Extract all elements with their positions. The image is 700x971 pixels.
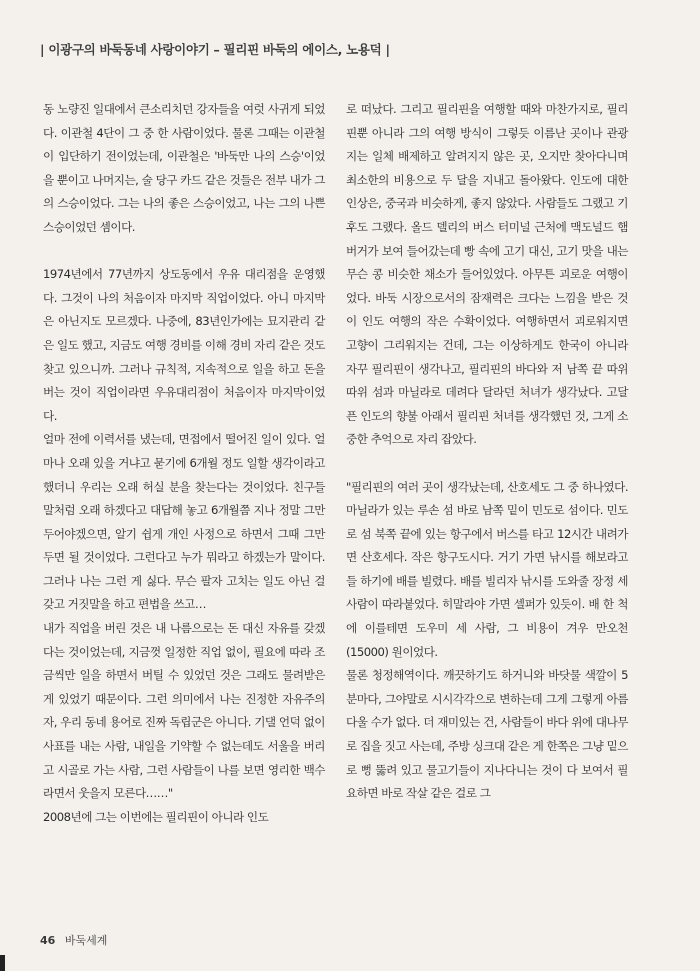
paragraph: 2008년에 그는 이번에는 필리핀이 아니라 인도 bbox=[43, 809, 269, 824]
paragraph: 로 떠났다. 그리고 필리핀을 여행할 때와 마찬가지로, 필리핀뿐 아니라 그의 여행 방식이 그렇듯 이름난 곳이나 관광지는 일체 배제하고 알려지지 않은 곳, 오지만 찾아다니며 최소한의 비용으로 두 달을 지내고 돌아왔다. 인도에 대한 인상은, 중국과 비슷하게, 좋지 않았다. 사람들도 그랬고 기후도 그랬다. 올드 델리의 버스 터미널 근처에 맥도널드 햄버거가 보여 들어갔는데 빵 속에 고기 대신, 고기 맛을 내는 무슨 콩 비슷한 채소가 들어있었다. 아무튼 괴로운 여행이었다. 바둑 시장으로서의 잠재력은 크다는 느낌을 받은 것이 인도 여행의 작은 수확이었다. 여행하면서 괴로워지면 고향이 그리워지는 건데, 그는 이상하게도 한국이 아니라 자꾸 필리핀이 생각나고, 필리핀의 바다와 저 남쪽 끝 따위따위 섬과 마닐라로 데려다 달라던 처녀가 생각났다. 고달픈 인도의 향불 아래서 필리핀 처녀를 생각했던 것, 그게 소중한 추억으로 자리 잡았다. bbox=[346, 102, 628, 447]
running-header: | 이광구의 바둑동네 사랑이야기 – 필리핀 바둑의 에이스, 노용덕 | bbox=[40, 42, 390, 57]
paragraph: 얼마 전에 이력서를 냈는데, 면접에서 떨어진 일이 있다. 얼마나 오래 있을 거냐고 묻기에 6개월 정도 일할 생각이라고 했더니 우리는 오래 허실 분을 찾는다는 것이었다. 친구들 말처럼 오래 하겠다고 대답해 놓고 6개월쯤 지나 정말 그만두어야겠으면, 알기 쉽게 개인 사정으로 하면서 그때 그만두면 될 것이었다. 그런다고 누가 뭐라고 하겠는가 말이다. 그러나 나는 그런 게 싫다. 무슨 팔자 고치는 일도 아닌 걸 갖고 거짓말을 하고 편법을 쓰고… bbox=[43, 432, 325, 612]
publication-name: 바둑세계 bbox=[64, 934, 108, 947]
paragraph: 동 노량진 일대에서 큰소리치던 강자들을 여럿 사귀게 되었다. 이관철 4단이 그 중 한 사람이었다. 물론 그때는 이관철이 입단하기 전이었는데, 이관철은 '바둑만 나의 스승'이었을 뿐이고 나머지는, 술 당구 카드 같은 것들은 전부 내가 그의 스승이었다. 그는 나의 좋은 스승이었고, 나는 그의 나쁜 스승이었던 셈이다. bbox=[43, 102, 325, 234]
paragraph: 물론 청정해역이다. 깨끗하기도 하거니와 바닷물 색깔이 5분마다, 그야말로 시시각각으로 변하는데 그게 그렇게 아름다울 수가 없다. 더 재미있는 건, 사람들이 바다 위에 대나무로 집을 짓고 사는데, 주방 싱크대 같은 게 한쪽은 그냥 밑으로 뻥 뚫려 있고 물고기들이 지나다니는 것이 다 보여서 필요하면 바로 작살 같은 걸로 그 bbox=[346, 668, 628, 801]
left-column bbox=[43, 98, 325, 829]
edge-marker bbox=[0, 955, 5, 971]
paragraph: 내가 직업을 버린 것은 내 나름으로는 돈 대신 자유를 갖겠다는 것이었는데, 지금껏 일정한 직업 없이, 필요에 따라 조금씩만 일을 하면서 버틸 수 있었던 것은 그래도 물려받은 게 있었기 때문이다. 그런 의미에서 나는 진정한 자유주의자, 우리 동네 용어로 진짜 독립군은 아니다. 기댈 언덕 없이 사표를 내는 사람, 내일을 기약할 수 없는데도 서울을 버리고 시골로 가는 사람, 그런 사람들이 나를 보면 영리한 백수라면서 웃을지 모른다……" bbox=[43, 621, 325, 801]
page-footer bbox=[40, 932, 107, 948]
paragraph: 1974년에서 77년까지 상도동에서 우유 대리점을 운영했다. 그것이 나의 처음이자 마지막 직업이었다. 아니 마지막은 아닌지도 모르겠다. 나중에, 83년인가에는 묘지관리 같은 일도 했고, 지금도 여행 경비를 이해 경비 자리 같은 것도 찾고 있으니까. 그러나 규칙적, 지속적으로 일을 하고 돈을 버는 것이 직업이라면 우유대리점이 처음이자 마지막이었다. bbox=[43, 267, 325, 423]
page-number: 46 bbox=[40, 934, 56, 947]
paragraph: "필리핀의 여러 곳이 생각났는데, 산호세도 그 중 하나였다. 마닐라가 있는 루손 섬 바로 남쪽 밑이 민도로 섬이다. 민도로 섬 북쪽 끝에 있는 항구에서 버스를 타고 12시간 내려가면 산호세다. 작은 항구도시다. 거기 가면 낚시를 해보라고들 하기에 배를 빌렸다. 배를 빌리자 낚시를 도와줄 장정 세 사람이 따라붙었다. 히말라야 가면 셀퍼가 있듯이. 배 한 척에 이를테면 도우미 세 사람, 그 비용이 겨우 만오천(15000) 원이었다. bbox=[346, 479, 628, 659]
right-column bbox=[346, 98, 628, 806]
